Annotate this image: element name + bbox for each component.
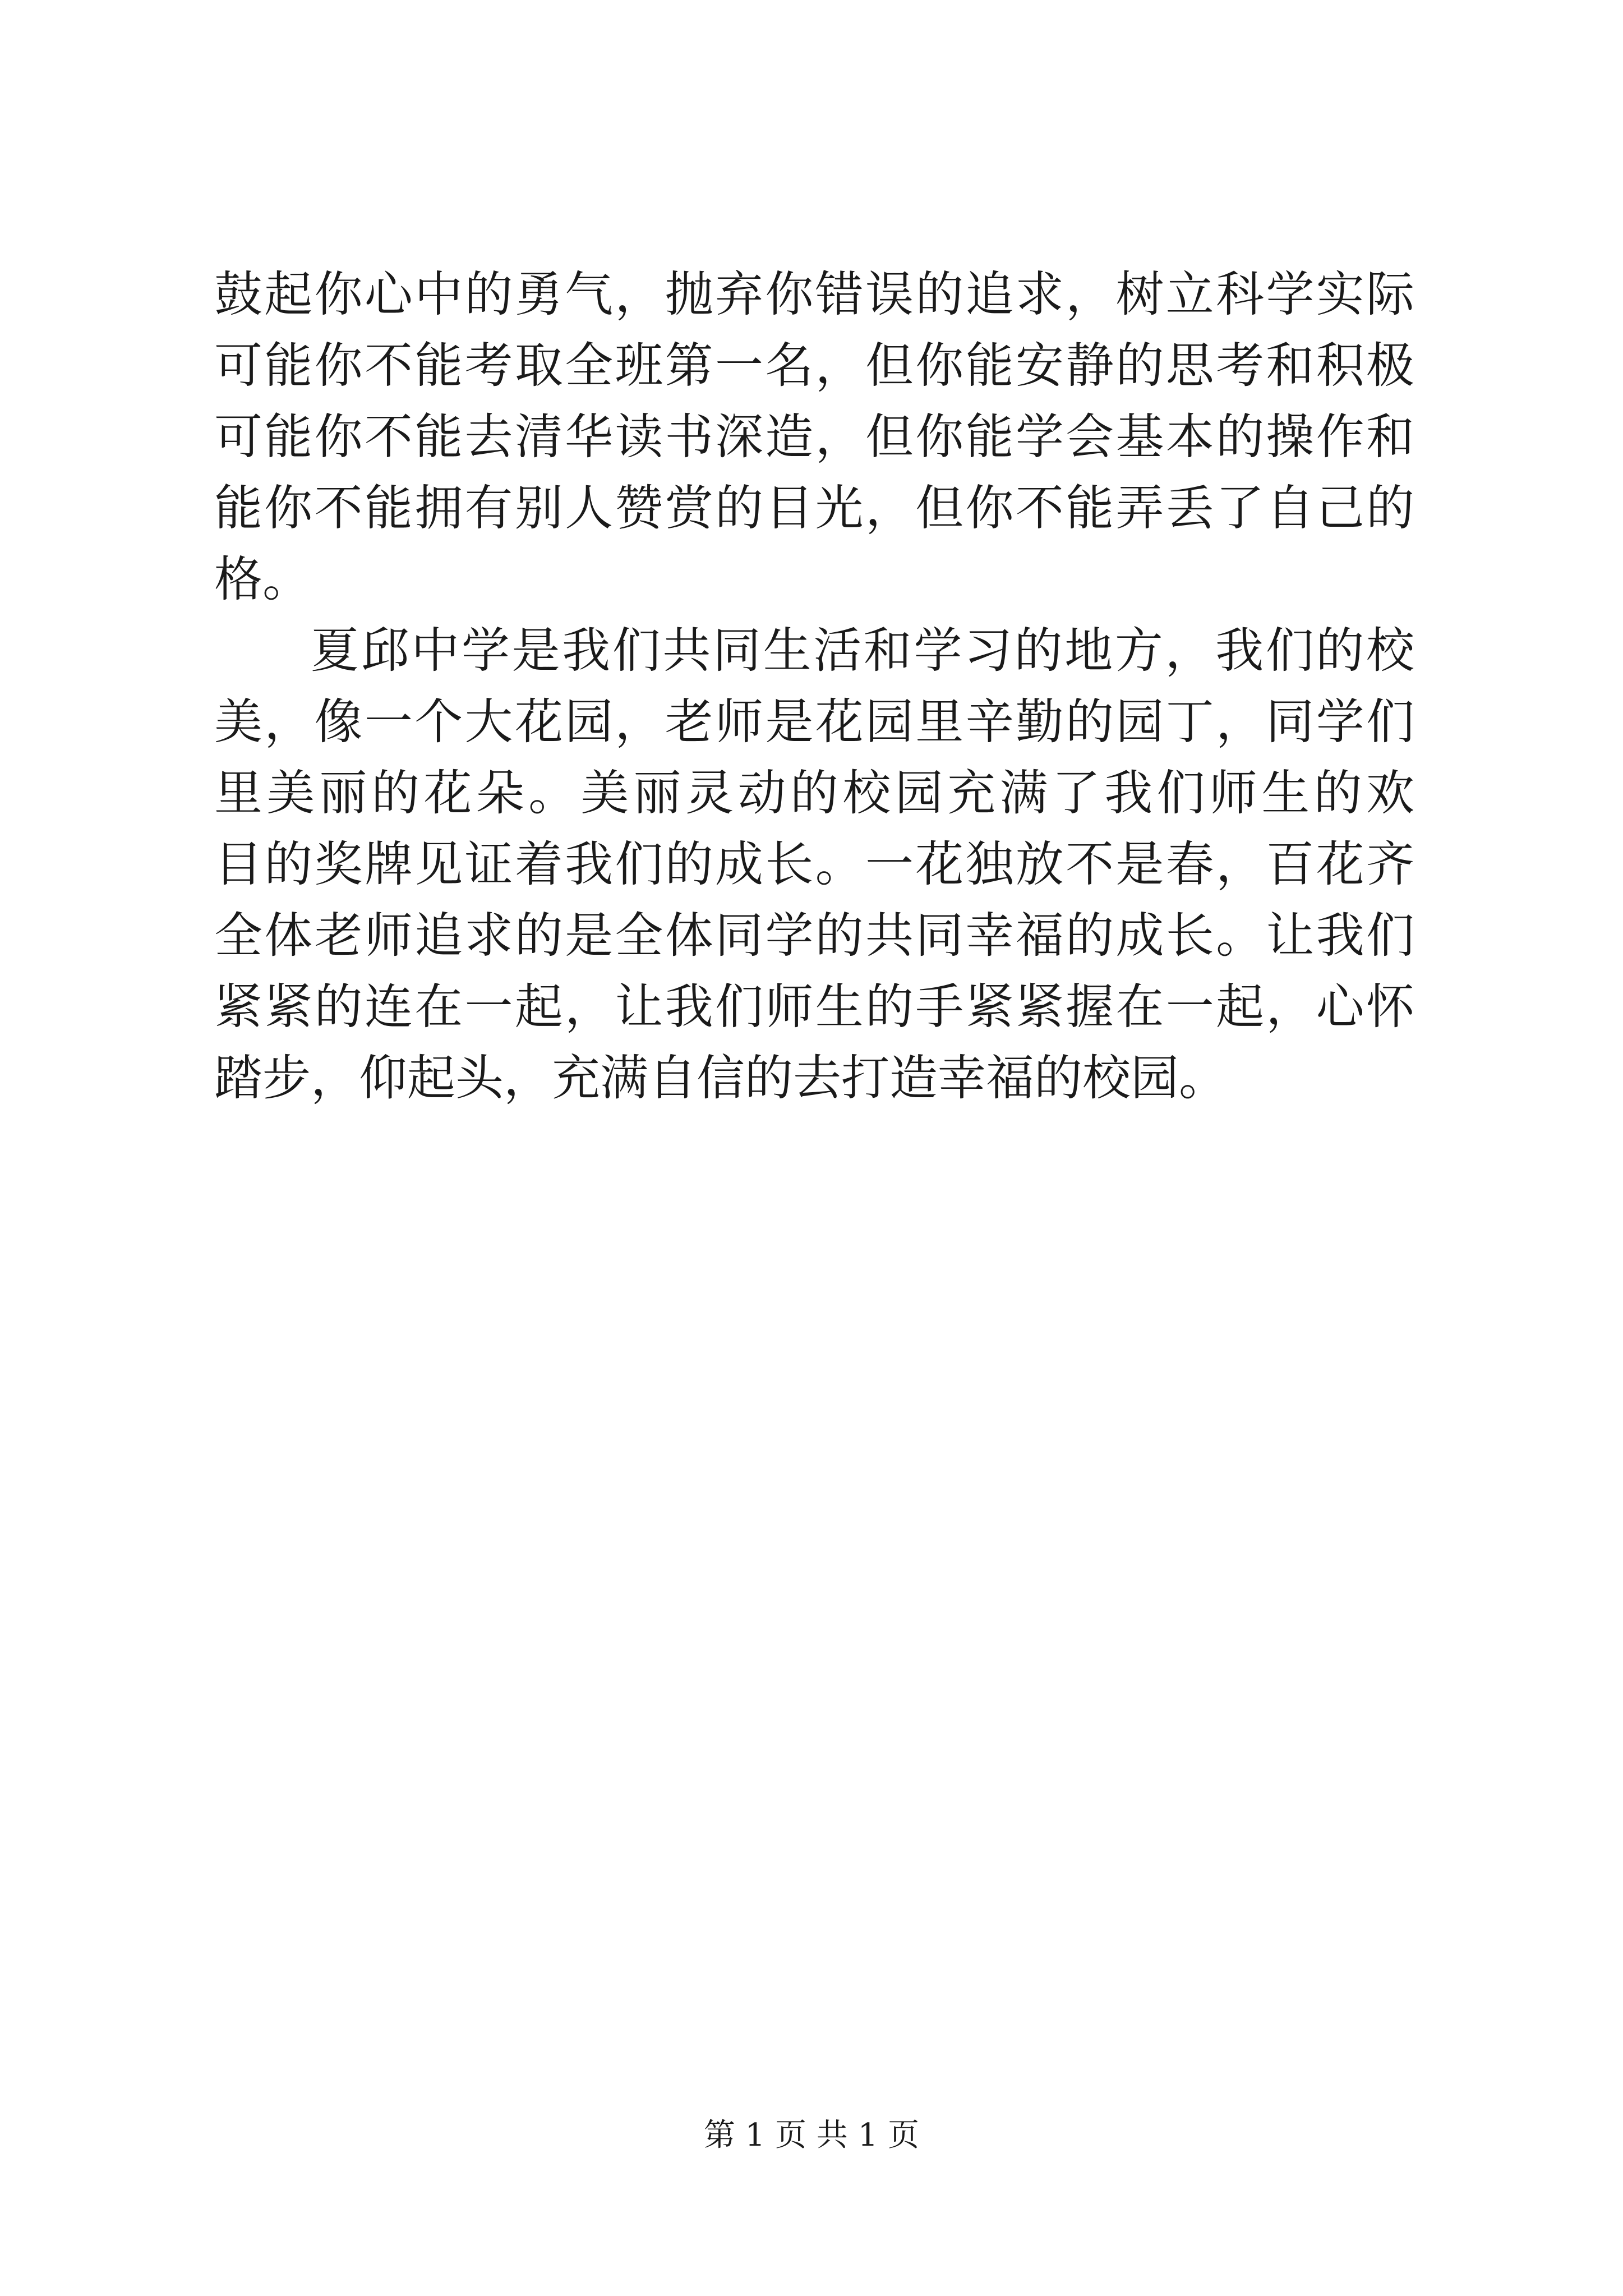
text-line: 可能你不能去清华读书深造，但你能学会基本的操作和 [214, 409, 1414, 465]
page-number-footer: 第 1 页 共 1 页 [703, 2117, 920, 2154]
text-line: 全体老师追求的是全体同学的共同幸福的成长。让我们 [214, 908, 1414, 964]
body-text [214, 259, 1414, 1114]
text-line: 踏步，仰起头，充满自信的去打造幸福的校园。 [214, 1050, 1227, 1106]
text-line: 可能你不能考取全班第一名，但你能安静的思考和积极 [214, 338, 1414, 394]
paragraph-1 [214, 259, 1414, 615]
text-line: 紧紧的连在一起，让我们师生的手紧紧握在一起，心怀 [214, 979, 1414, 1035]
text-line: 里美丽的花朵。美丽灵动的校园充满了我们师生的欢 [214, 765, 1414, 821]
text-line: 鼓起你心中的勇气，抛弃你错误的追求，树立科学实际 [214, 266, 1414, 323]
text-line: 能你不能拥有别人赞赏的目光，但你不能弄丢了自己的 [214, 480, 1414, 536]
text-line: 美，像一个大花园，老师是花园里辛勤的园丁，同学们 [214, 694, 1414, 750]
text-line: 格。 [214, 551, 311, 608]
text-line: 目的奖牌见证着我们的成长。一花独放不是春，百花齐 [214, 836, 1414, 892]
text-line: 夏邱中学是我们共同生活和学习的地方，我们的校 [311, 623, 1414, 679]
paragraph-2 [214, 615, 1414, 1114]
